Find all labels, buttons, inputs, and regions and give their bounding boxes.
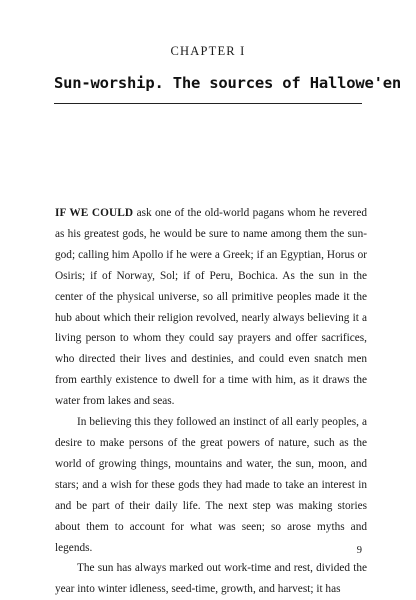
paragraph-2: In believing this they followed an instinct of all early peoples, a desire to make persons of the great powers of nature, such as the world of growing things, mountains and water, the sun, moon, and stars; and a wish for these gods they had made to take an interest in and be part of their daily life. The next step was making stories about them to account for what was seen; so arose myths and legends. [55,416,367,554]
page-number: 9 [356,545,362,556]
paragraph-1 [55,203,367,412]
paragraph-lead-in: IF WE COULD [55,207,134,219]
body-text [55,203,367,600]
chapter-title: Sun-worship. The sources of Hallowe'en [54,74,402,92]
title-underline [54,103,362,104]
paragraph-3: The sun has always marked out work-time and rest, divided the year into winter idleness, seed-time, growth, and harvest; it has [55,562,367,596]
paragraph-text: ask one of the old-world pagans whom he revered as his greatest gods, he would be sure to name among them the sun-god; calling him Apollo if he were a Greek; if an Egyptian, Horus or Osiris; if of Norway, Sol; if of Peru, Bochica. As the sun in the center of the physical universe, so all primitive peoples made it the hub about which their religion revolved, nearly always believing it a living person to whom they could say prayers and offer sacrifices, who directed their lives and destinies, and could even snatch men from earthly existence to dwell for a time with him, as it draws the water from lakes and seas. [55,207,367,408]
chapter-label: CHAPTER I [170,44,246,58]
